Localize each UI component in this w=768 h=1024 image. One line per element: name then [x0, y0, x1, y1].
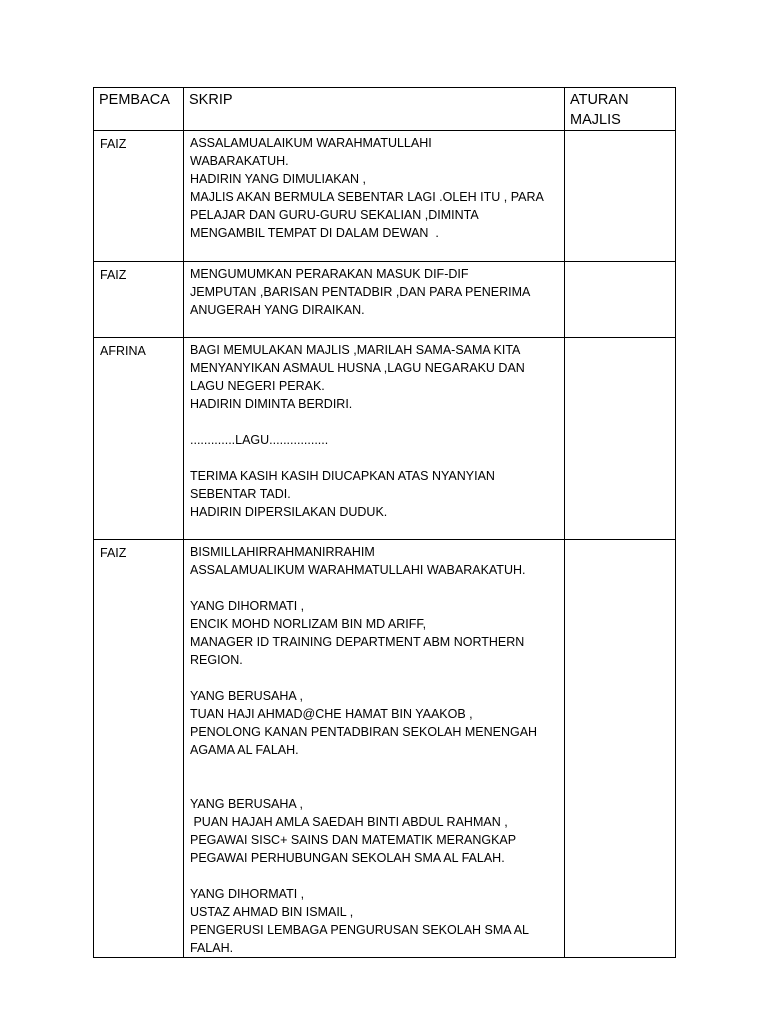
- script-line: [190, 867, 558, 885]
- script-line: PENOLONG KANAN PENTADBIRAN SEKOLAH MENENGAH: [190, 725, 538, 739]
- script-line: MANAGER ID TRAINING DEPARTMENT ABM NORTHERN: [190, 635, 525, 649]
- script-line: [190, 579, 558, 597]
- script-line: TUAN HAJI AHMAD@CHE HAMAT BIN YAAKOB ,: [190, 707, 473, 721]
- script-line: HADIRIN YANG DIMULIAKAN ,: [190, 172, 366, 186]
- header-skrip: SKRIP: [184, 88, 565, 131]
- script-line: ASSALAMUALAIKUM WARAHMATULLAHI: [190, 136, 432, 150]
- script-line: WABARAKATUH.: [190, 154, 289, 168]
- table-row: [94, 540, 676, 958]
- script-line: HADIRIN DIPERSILAKAN DUDUK.: [190, 505, 388, 519]
- reader-cell: [94, 262, 184, 338]
- script-line: HADIRIN DIMINTA BERDIRI.: [190, 397, 353, 411]
- script-cell: [184, 338, 565, 540]
- script-line: YANG DIHORMATI ,: [190, 887, 305, 901]
- script-line: [190, 449, 558, 467]
- header-aturan-majlis: ATURAN MAJLIS: [565, 88, 676, 131]
- script-line: SEBENTAR TADI.: [190, 487, 291, 501]
- script-line: YANG BERUSAHA ,: [190, 797, 303, 811]
- script-line: BAGI MEMULAKAN MAJLIS ,MARILAH SAMA-SAMA KITA: [190, 343, 521, 357]
- script-line: ENCIK MOHD NORLIZAM BIN MD ARIFF,: [190, 617, 427, 631]
- script-line: MENGUMUMKAN PERARAKAN MASUK DIF-DIF: [190, 267, 469, 281]
- aturan-cell: [565, 338, 676, 540]
- script-line: PELAJAR DAN GURU-GURU SEKALIAN ,DIMINTA: [190, 208, 479, 222]
- aturan-cell: [565, 262, 676, 338]
- header-row: [94, 88, 676, 131]
- aturan-cell: [565, 131, 676, 262]
- script-line: REGION.: [190, 653, 243, 667]
- script-line: [190, 759, 558, 777]
- script-cell: [184, 540, 565, 958]
- script-line: PUAN HAJAH AMLA SAEDAH BINTI ABDUL RAHMAN ,: [190, 815, 508, 829]
- reader-cell: [94, 131, 184, 262]
- script-line: USTAZ AHMAD BIN ISMAIL ,: [190, 905, 354, 919]
- reader-name: FAIZ: [100, 546, 127, 560]
- table-row: [94, 338, 676, 540]
- script-line: [190, 413, 558, 431]
- script-cell: [184, 262, 565, 338]
- script-line: AGAMA AL FALAH.: [190, 743, 299, 757]
- script-line: YANG BERUSAHA ,: [190, 689, 303, 703]
- script-line: [190, 669, 558, 687]
- script-line: BISMILLAHIRRAHMANIRRAHIM: [190, 545, 375, 559]
- reader-cell: [94, 540, 184, 958]
- document-page: [93, 87, 675, 958]
- reader-name: FAIZ: [100, 268, 127, 282]
- reader-name: FAIZ: [100, 137, 127, 151]
- script-line: TERIMA KASIH KASIH DIUCAPKAN ATAS NYANYIAN: [190, 469, 495, 483]
- script-line: ASSALAMUALIKUM WARAHMATULLAHI WABARAKATUH.: [190, 563, 526, 577]
- script-line: JEMPUTAN ,BARISAN PENTADBIR ,DAN PARA PENERIMA: [190, 285, 531, 299]
- script-line: PEGAWAI SISC+ SAINS DAN MATEMATIK MERANGKAP: [190, 833, 517, 847]
- script-line: PEGAWAI PERHUBUNGAN SEKOLAH SMA AL FALAH.: [190, 851, 505, 865]
- script-line: FALAH.: [190, 941, 234, 955]
- script-line: PENGERUSI LEMBAGA PENGURUSAN SEKOLAH SMA AL: [190, 923, 529, 937]
- table-row: [94, 131, 676, 262]
- script-line: YANG DIHORMATI ,: [190, 599, 305, 613]
- header-pembaca: PEMBACA: [94, 88, 184, 131]
- aturan-cell: [565, 540, 676, 958]
- reader-cell: [94, 338, 184, 540]
- reader-name: AFRINA: [100, 344, 146, 358]
- script-line: ANUGERAH YANG DIRAIKAN.: [190, 303, 365, 317]
- script-line: MENGAMBIL TEMPAT DI DALAM DEWAN .: [190, 226, 439, 240]
- script-line: LAGU NEGERI PERAK.: [190, 379, 325, 393]
- script-table: [93, 87, 676, 958]
- script-line: MENYANYIKAN ASMAUL HUSNA ,LAGU NEGARAKU DAN: [190, 361, 525, 375]
- table-row: [94, 262, 676, 338]
- script-line: MAJLIS AKAN BERMULA SEBENTAR LAGI .OLEH ITU , PARA: [190, 190, 544, 204]
- script-line: .............LAGU.................: [190, 433, 329, 447]
- script-line: [190, 777, 558, 795]
- script-cell: [184, 131, 565, 262]
